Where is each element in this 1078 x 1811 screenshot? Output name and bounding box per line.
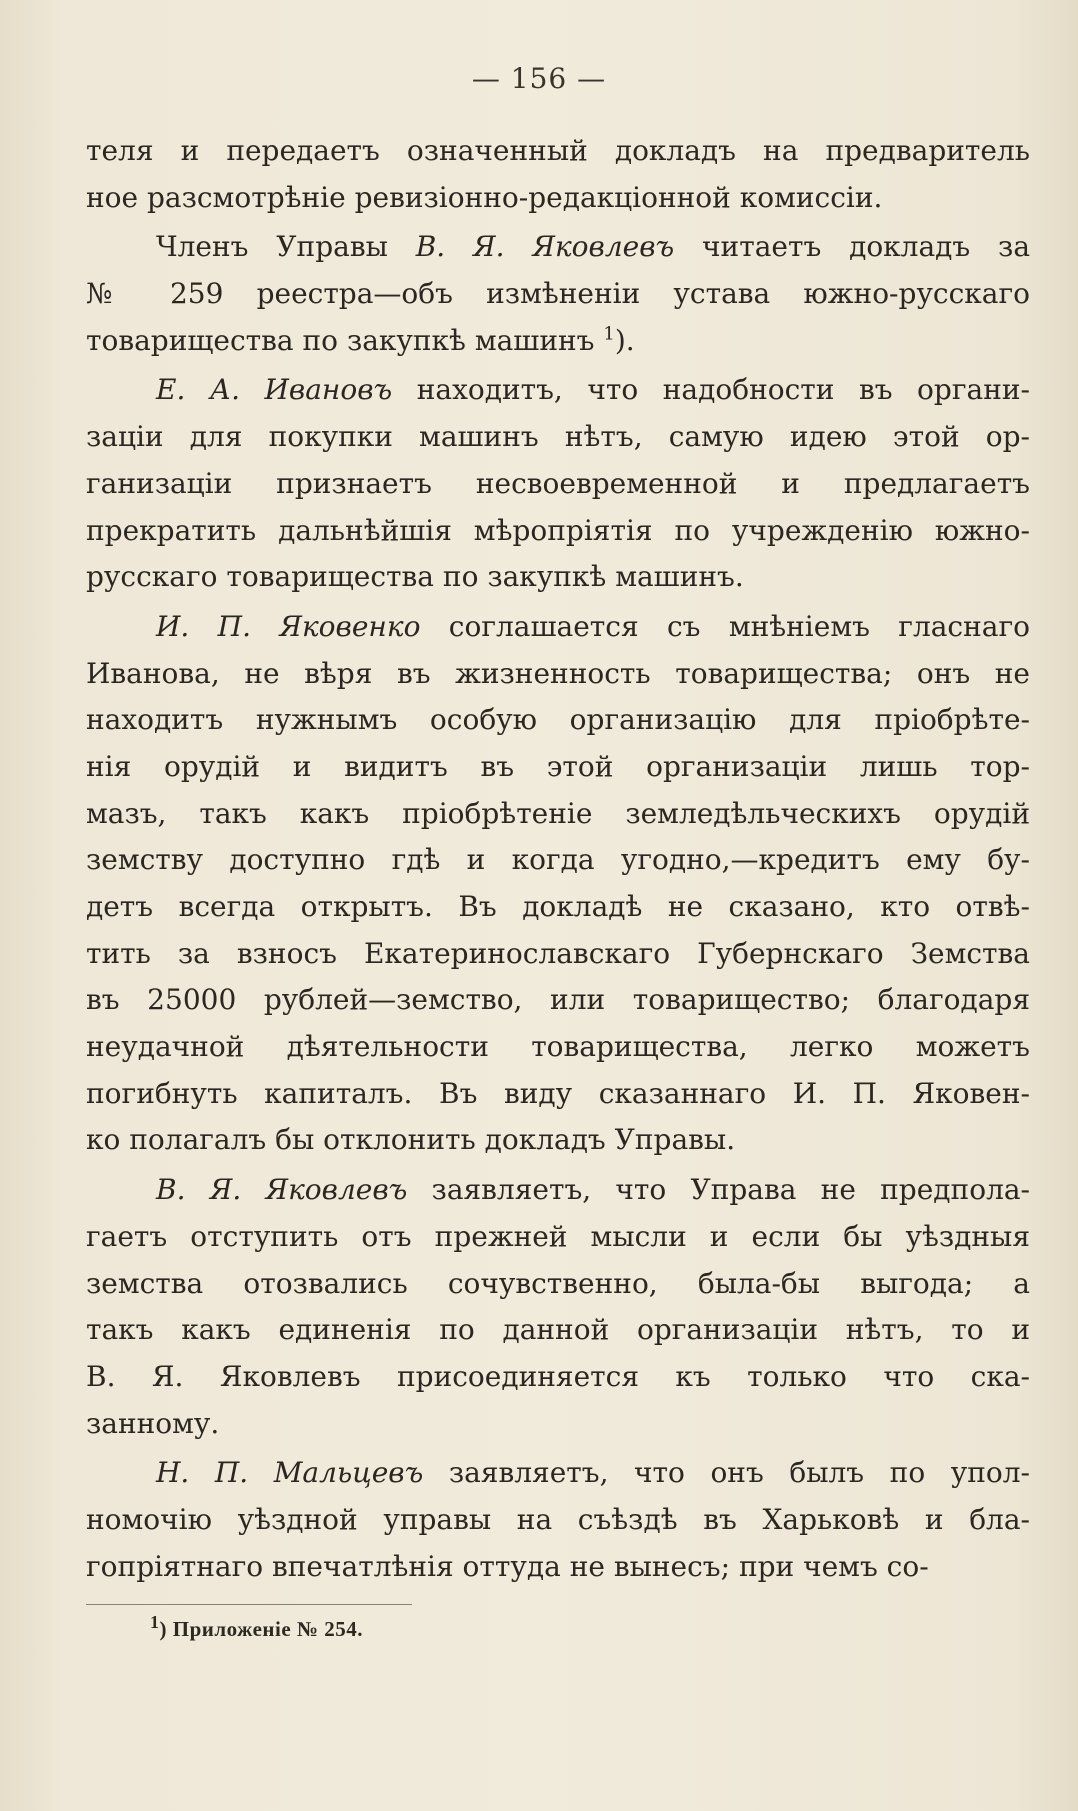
footnote [150,1612,363,1642]
text-run: Членъ Управы [156,230,416,264]
text-line [86,128,1030,175]
text-line [86,651,1030,698]
text-run: занному. [86,1406,220,1440]
speaker-name: Н. П. Мальцевъ [156,1456,424,1490]
footnote-marker: 1 [150,1612,160,1632]
speaker-name: В. Я. Яковлевъ [156,1173,408,1207]
text-run: теля и передаетъ означенный докладъ на предваритель [86,134,1030,167]
text-run: въ 25000 рублей—земство, или товарищество; благодаря [86,983,1030,1017]
text-run: находитъ нужнымъ особую организацію для пріобрѣте- [86,703,1030,737]
text-line [86,554,1030,601]
text-line [86,1117,1030,1164]
text-run: ). [614,323,635,357]
text-line [86,414,1030,461]
text-line [86,931,1030,978]
text-run: русскаго товарищества по закупкѣ машинъ. [86,560,744,594]
text-run: прекратить дальнѣйшія мѣропріятія по учрежденію южно- [86,513,1030,547]
text-run: номочію уѣздной управы на съѣздѣ въ Харьковѣ и бла- [86,1502,1030,1536]
text-run: читаетъ докладъ за [674,230,1031,264]
paragraph [86,604,1030,1164]
text-run: погибнуть капиталъ. Въ виду сказаннаго И. П. Яковен- [86,1076,1030,1110]
text-line [86,461,1030,508]
text-line [86,367,1030,414]
text-run: детъ всегда открытъ. Въ докладѣ не сказано, кто отвѣ- [86,890,1030,923]
text-run: тить за взносъ Екатеринославскаго Губернскаго Земства [86,936,1030,970]
text-run: неудачной дѣятельности товарищества, легко можетъ [86,1030,1030,1064]
text-line [86,1024,1030,1071]
text-line [86,1071,1030,1118]
paragraph [86,128,1030,221]
text-line [86,271,1030,318]
text-line [86,697,1030,744]
text-run: земства отозвались сочувственно, была-бы выгода; а [86,1266,1030,1300]
text-line [86,604,1030,651]
text-run: такъ какъ единенія по данной организаціи нѣтъ, то и [86,1313,1030,1347]
text-run: земству доступно гдѣ и когда угодно,—кредитъ ему бу- [86,843,1030,877]
text-run: заціи для покупки машинъ нѣтъ, самую идею этой ор- [86,420,1030,454]
text-line [86,1450,1030,1497]
text-line [86,1307,1030,1354]
text-run: мазъ, такъ какъ пріобрѣтеніе земледѣльческихъ орудій [86,796,1030,830]
text-run: гопріятнаго впечатлѣнія оттуда не вынесъ; при чемъ со- [86,1549,929,1583]
text-line [86,977,1030,1024]
text-line [86,1214,1030,1261]
text-run: находитъ, что надобности въ органи- [392,373,1030,407]
footnote-divider [86,1604,412,1605]
text-run: гаетъ отступить отъ прежней мысли и если бы уѣздныя [86,1219,1030,1253]
page-number: — 156 — [471,62,607,95]
speaker-name: Е. А. Ивановъ [156,373,393,407]
text-run: ганизаціи признаетъ несвоевременной и предлагаетъ [86,466,1030,500]
paragraph [86,367,1030,600]
text-run: № 259 реестра—объ измѣненіи устава южно-русскаго [86,277,1030,311]
body-text [86,128,1030,1590]
speaker-name: В. Я. Яковлевъ [415,230,675,264]
text-run: заявляетъ, что онъ былъ по упол- [423,1456,1030,1490]
text-run: ко полагалъ бы отклонить докладъ Управы. [86,1123,736,1157]
speaker-name: И. П. Яковенко [156,609,421,643]
text-line [86,1261,1030,1308]
text-line [86,224,1030,271]
text-line [86,175,1030,222]
text-run: нія орудій и видитъ въ этой организаціи лишь тор- [86,749,1030,783]
text-line [86,508,1030,555]
text-run: соглашается съ мнѣніемъ гласнаго [420,609,1030,643]
text-run: товарищества по закупкѣ машинъ [86,323,604,357]
text-run: ное разсмотрѣніе ревизіонно-редакціонной комиссіи. [86,180,883,214]
text-run: В. Я. Яковлевъ присоединяется къ только что ска- [86,1359,1030,1393]
paragraph [86,224,1030,364]
footnote-text: ) Приложеніе № 254. [159,1617,363,1641]
text-line [86,1544,1030,1591]
paragraph [86,1450,1030,1590]
text-line [86,884,1030,931]
paragraph [86,1167,1030,1447]
text-line [86,1354,1030,1401]
text-line [86,1401,1030,1448]
text-line [86,1167,1030,1214]
text-line [86,1497,1030,1544]
text-run: заявляетъ, что Управа не предпола- [407,1173,1031,1207]
footnote-reference: 1 [603,323,615,345]
text-line [86,744,1030,791]
text-run: Иванова, не вѣря въ жизненность товарищества; онъ не [86,656,1030,690]
text-line [86,837,1030,884]
text-line [86,318,1030,365]
text-line [86,791,1030,838]
